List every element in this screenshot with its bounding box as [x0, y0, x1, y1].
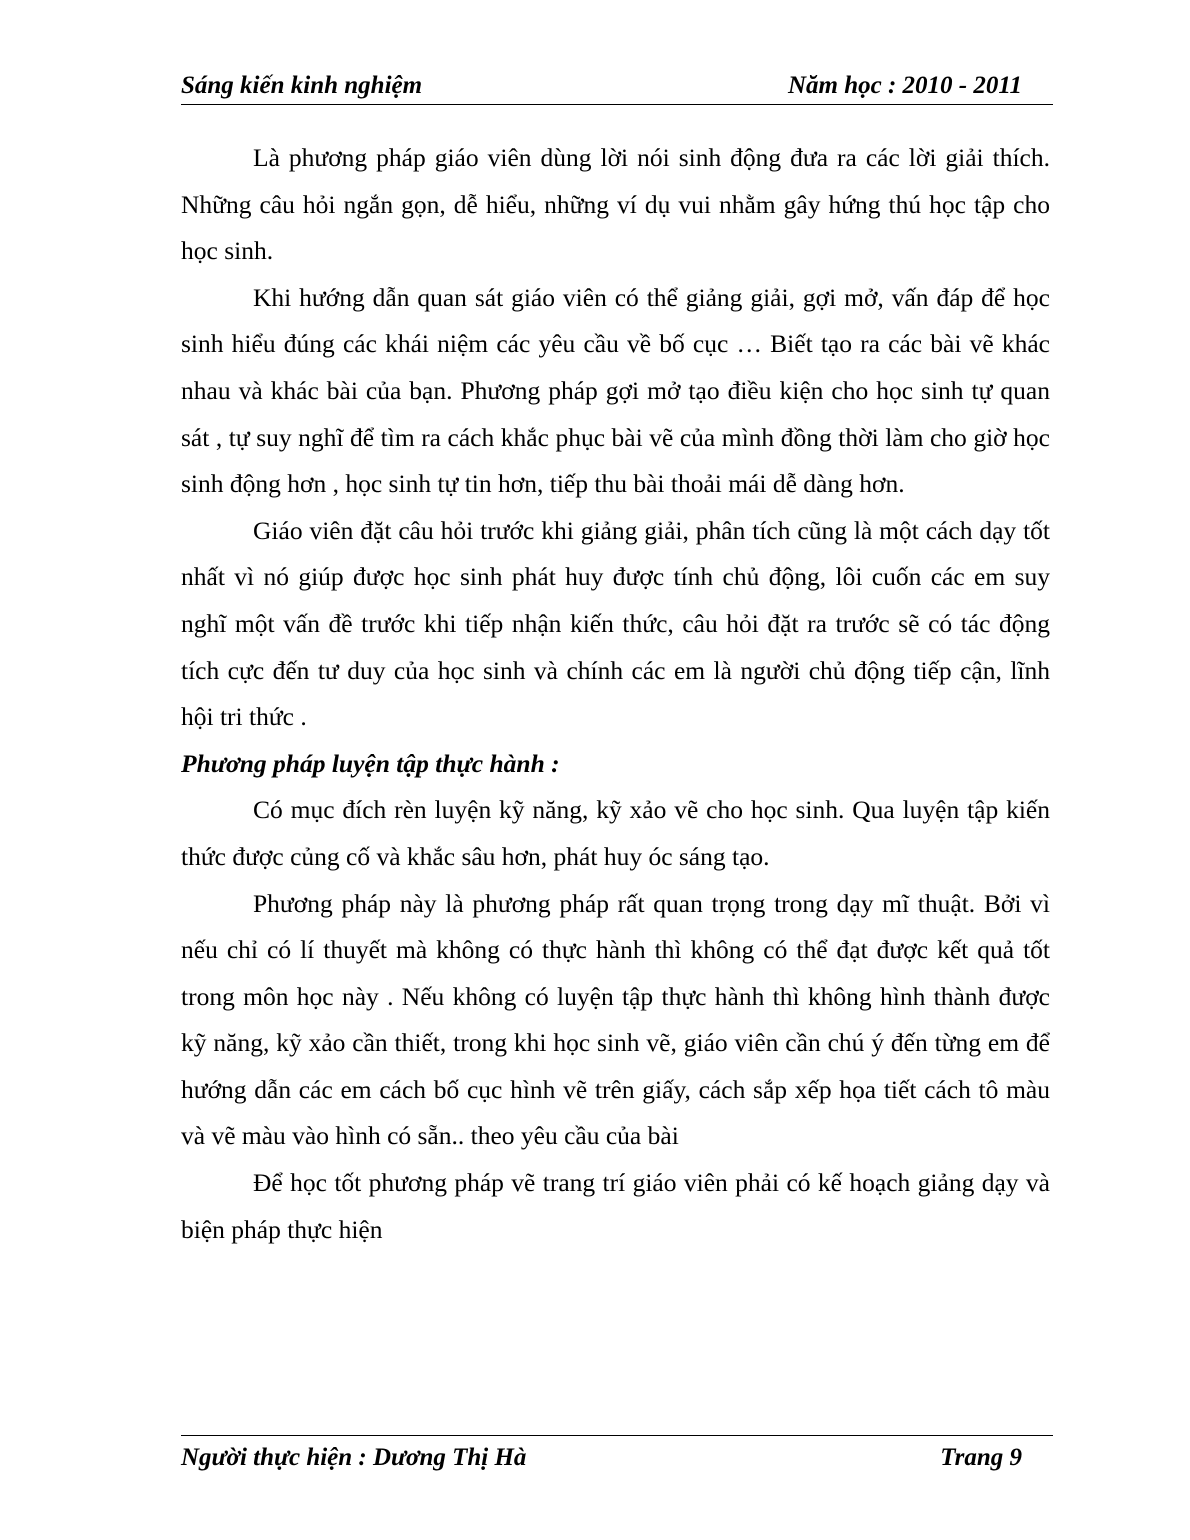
author-line: Người thực hiện : Dương Thị Hà — [181, 1444, 527, 1471]
page-footer — [181, 1435, 1053, 1476]
paragraph-5: Phương pháp này là phương pháp rất quan trọng trong dạy mĩ thuật. Bởi vì nếu chỉ có lí thuyết mà không có thực hành thì không có thể đạt được kết quả tốt trong môn học này . Nếu không có luyện tập thực hành thì không hình thành được kỹ năng, kỹ xảo cần thiết, trong khi học sinh vẽ, giáo viên cần chú ý đến từng em để hướng dẫn các em cách bố cục hình vẽ trên giấy, cách sắp xếp họa tiết cách tô màu và vẽ màu vào hình có sẵn.. theo yêu cầu của bài — [181, 888, 1050, 1151]
document-title: Sáng kiến kinh nghiệm — [181, 72, 423, 99]
page-body — [181, 135, 1050, 1253]
school-year: Năm học : 2010 - 2011 — [787, 72, 1022, 99]
section-heading: Phương pháp luyện tập thực hành : — [181, 748, 560, 778]
page-header — [181, 70, 1053, 105]
paragraph-4: Có mục đích rèn luyện kỹ năng, kỹ xảo vẽ cho học sinh. Qua luyện tập kiến thức được củng cố và khắc sâu hơn, phát huy óc sáng tạo. — [181, 795, 1050, 871]
paragraph-6: Để học tốt phương pháp vẽ trang trí giáo viên phải có kế hoạch giảng dạy và biện pháp thực hiện — [181, 1168, 1050, 1244]
page-number: Trang 9 — [940, 1444, 1022, 1471]
paragraph-2: Khi hướng dẫn quan sát giáo viên có thể giảng giải, gợi mở, vấn đáp để học sinh hiểu đúng các khái niệm các yêu cầu về bố cục … Biết tạo ra các bài vẽ khác nhau và khác bài của bạn. Phương pháp gợi mở tạo điều kiện cho học sinh tự quan sát , tự suy nghĩ để tìm ra cách khắc phục bài vẽ của mình đồng thời làm cho giờ học sinh động hơn , học sinh tự tin hơn, tiếp thu bài thoải mái dễ dàng hơn. — [181, 282, 1050, 499]
paragraph-3: Giáo viên đặt câu hỏi trước khi giảng giải, phân tích cũng là một cách dạy tốt nhất vì nó giúp được học sinh phát huy được tính chủ động, lôi cuốn các em suy nghĩ một vấn đề trước khi tiếp nhận kiến thức, câu hỏi đặt ra trước sẽ có tác động tích cực đến tư duy của học sinh và chính các em là người chủ động tiếp cận, lĩnh hội tri thức . — [181, 515, 1050, 732]
paragraph-1: Là phương pháp giáo viên dùng lời nói sinh động đưa ra các lời giải thích. Những câu hỏi ngắn gọn, dễ hiểu, những ví dụ vui nhằm gây hứng thú học tập cho học sinh. — [181, 143, 1050, 266]
